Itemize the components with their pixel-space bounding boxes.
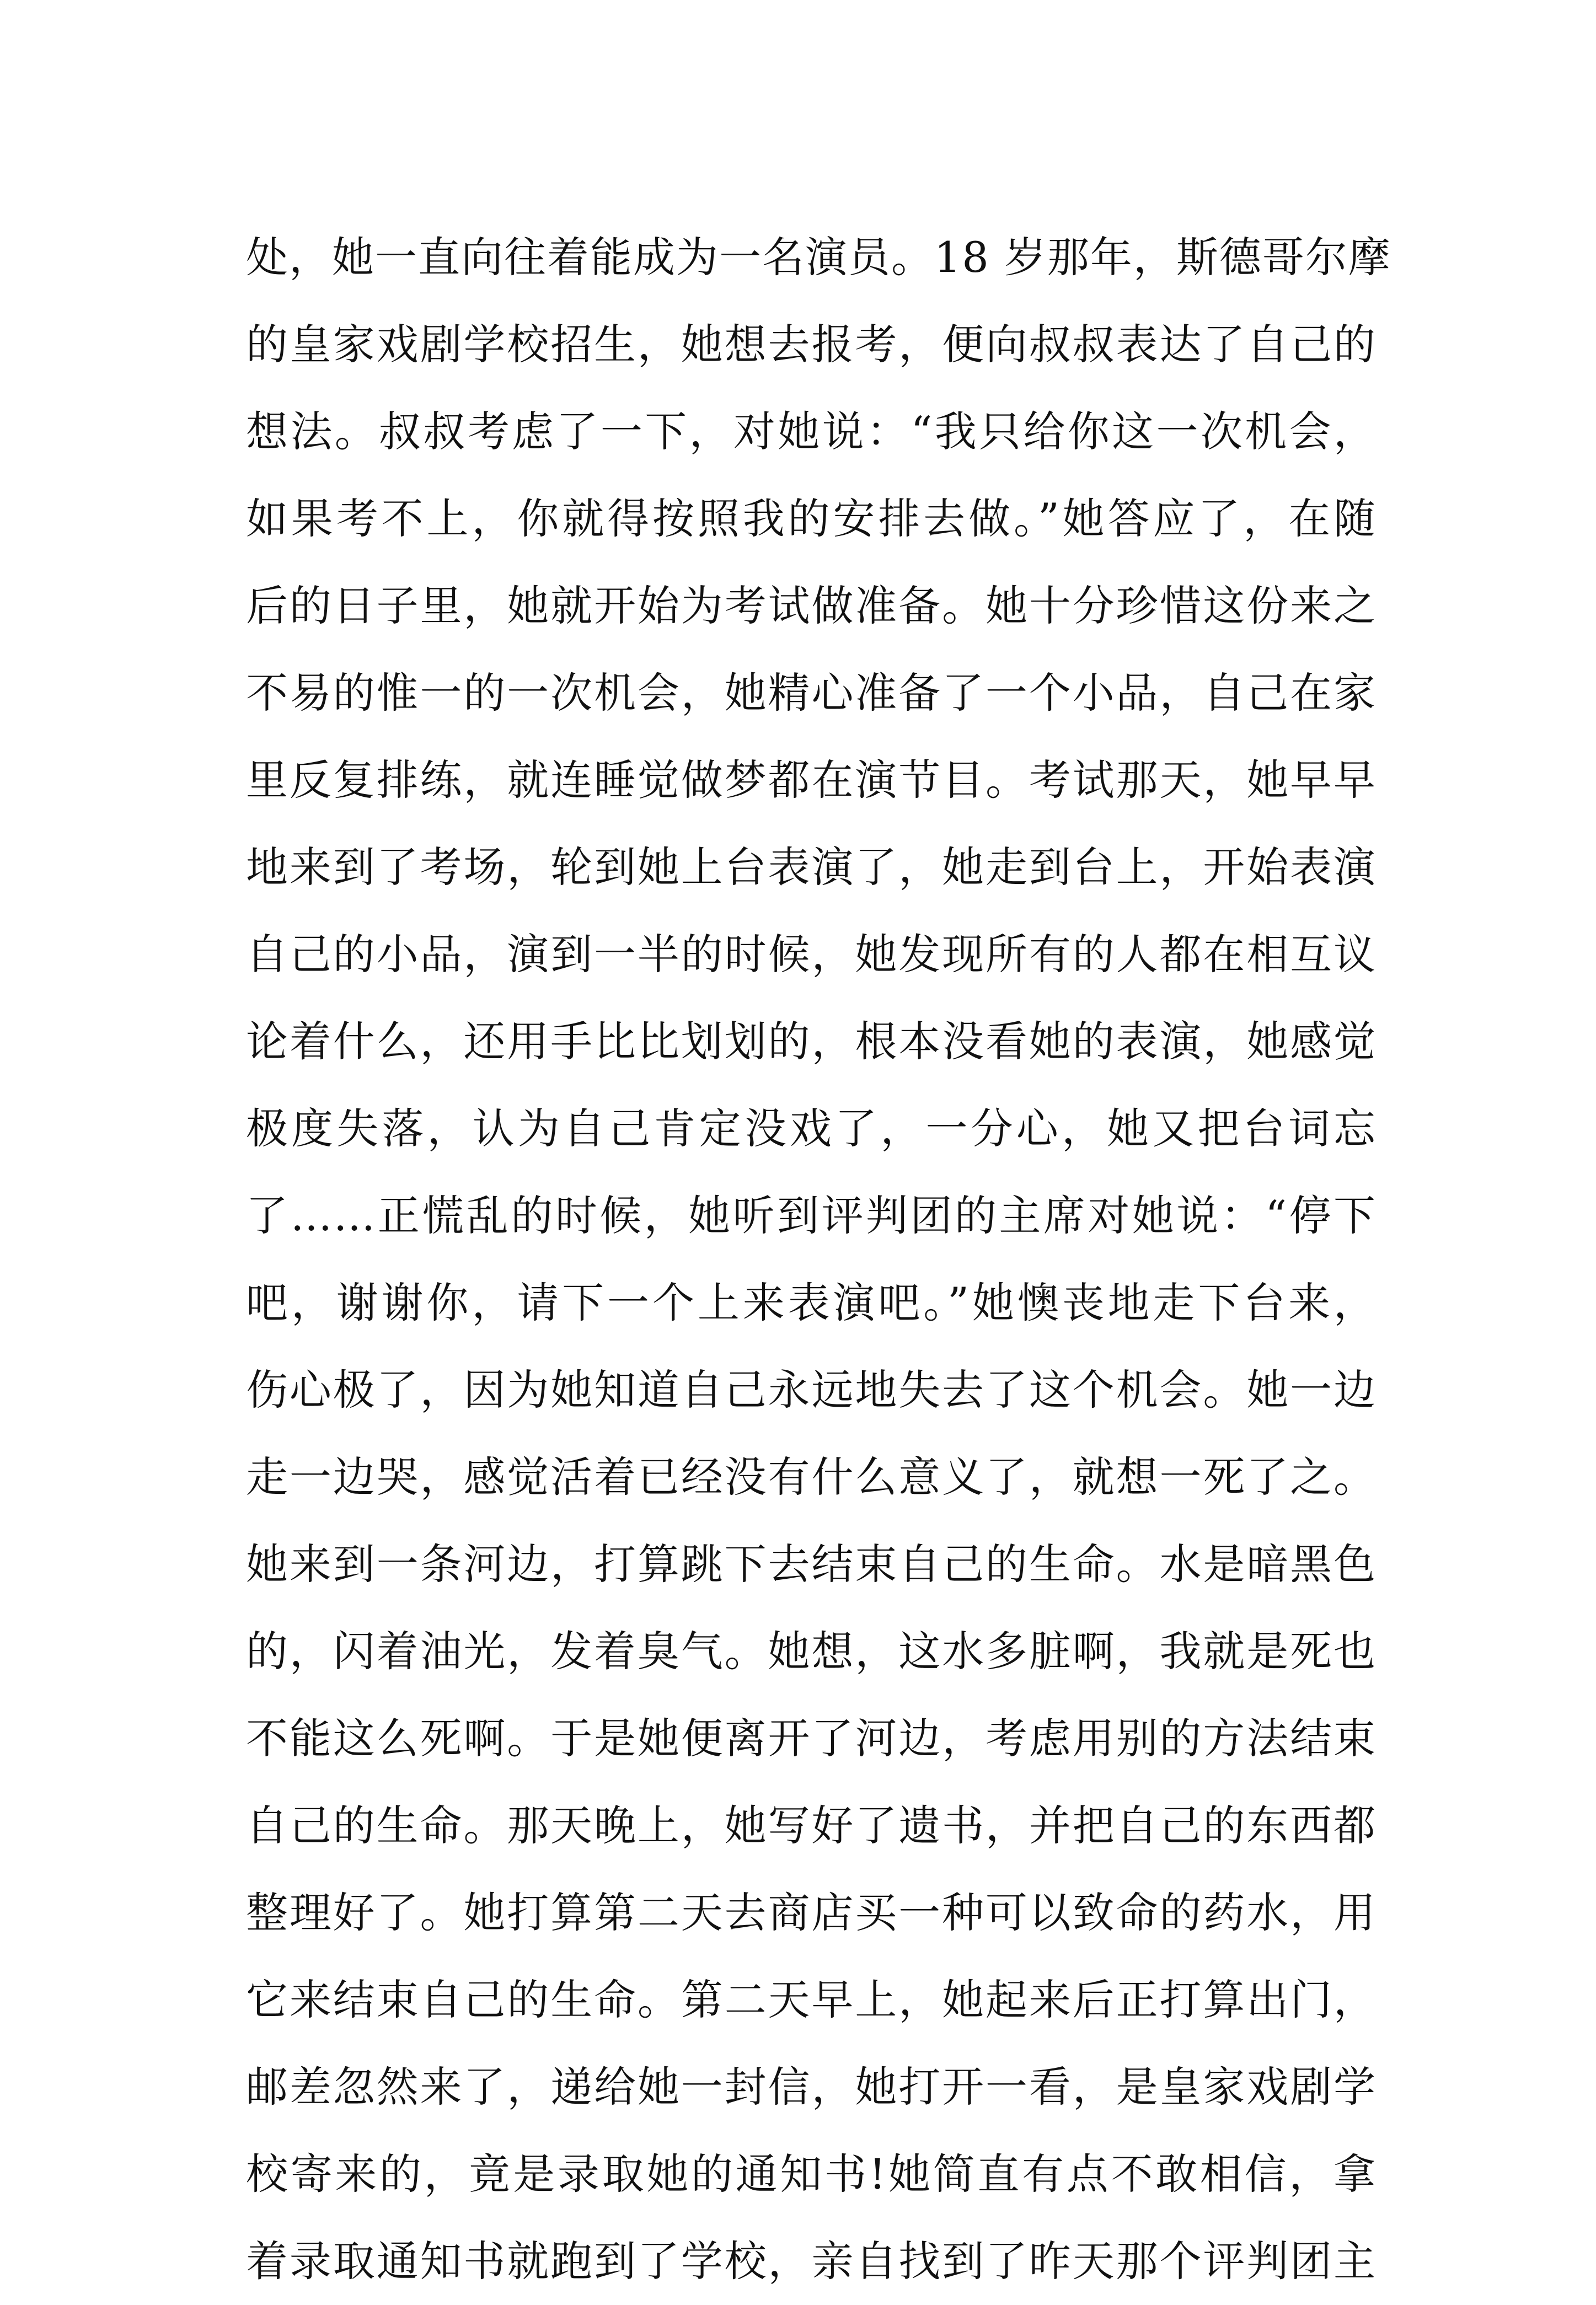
text-line: 校寄来的，竟是录取她的通知书!她简直有点不敢相信，拿 bbox=[246, 2149, 1377, 2199]
text-line: 邮差忽然来了，递给她一封信，她打开一看，是皇家戏剧学 bbox=[246, 2062, 1377, 2111]
text-line: 不易的惟一的一次机会，她精心准备了一个小品，自己在家 bbox=[246, 668, 1377, 717]
text-line: 如果考不上，你就得按照我的安排去做。”她答应了，在随 bbox=[246, 494, 1377, 543]
text-line: 她来到一条河边，打算跳下去结束自己的生命。水是暗黑色 bbox=[246, 1540, 1377, 1589]
text-line: 处，她一直向往着能成为一名演员。18 岁那年，斯德哥尔摩 bbox=[246, 233, 1391, 282]
text-line: 不能这么死啊。于是她便离开了河边，考虑用别的方法结束 bbox=[246, 1714, 1377, 1763]
text-line: 极度失落，认为自己肯定没戏了，一分心，她又把台词忘 bbox=[246, 1104, 1377, 1153]
text-line: 后的日子里，她就开始为考试做准备。她十分珍惜这份来之 bbox=[246, 581, 1377, 630]
text-line: 着录取通知书就跑到了学校，亲自找到了昨天那个评判团主 bbox=[246, 2237, 1377, 2286]
text-line: 伤心极了，因为她知道自己永远地失去了这个机会。她一边 bbox=[246, 1365, 1377, 1414]
text-line: 自己的生命。那天晚上，她写好了遗书，并把自己的东西都 bbox=[246, 1801, 1377, 1850]
text-line: 走一边哭，感觉活着已经没有什么意义了，就想一死了之。 bbox=[246, 1452, 1377, 1502]
text-line: 了……正慌乱的时候，她听到评判团的主席对她说：“停下 bbox=[246, 1191, 1377, 1240]
text-line: 吧，谢谢你，请下一个上来表演吧。”她懊丧地走下台来， bbox=[246, 1278, 1377, 1327]
text-line: 里反复排练，就连睡觉做梦都在演节目。考试那天，她早早 bbox=[246, 755, 1377, 805]
text-line: 的，闪着油光，发着臭气。她想，这水多脏啊，我就是死也 bbox=[246, 1627, 1377, 1676]
text-line: 自己的小品，演到一半的时候，她发现所有的人都在相互议 bbox=[246, 930, 1377, 979]
text-line: 论着什么，还用手比比划划的，根本没看她的表演，她感觉 bbox=[246, 1017, 1377, 1066]
text-line: 地来到了考场，轮到她上台表演了，她走到台上，开始表演 bbox=[246, 843, 1377, 892]
text-line: 的皇家戏剧学校招生，她想去报考，便向叔叔表达了自己的 bbox=[246, 320, 1377, 369]
text-line: 它来结束自己的生命。第二天早上，她起来后正打算出门， bbox=[246, 1975, 1377, 2024]
text-line: 想法。叔叔考虑了一下，对她说：“我只给你这一次机会， bbox=[246, 407, 1377, 456]
body-text bbox=[246, 214, 1391, 2305]
text-line: 整理好了。她打算第二天去商店买一种可以致命的药水，用 bbox=[246, 1888, 1377, 1937]
